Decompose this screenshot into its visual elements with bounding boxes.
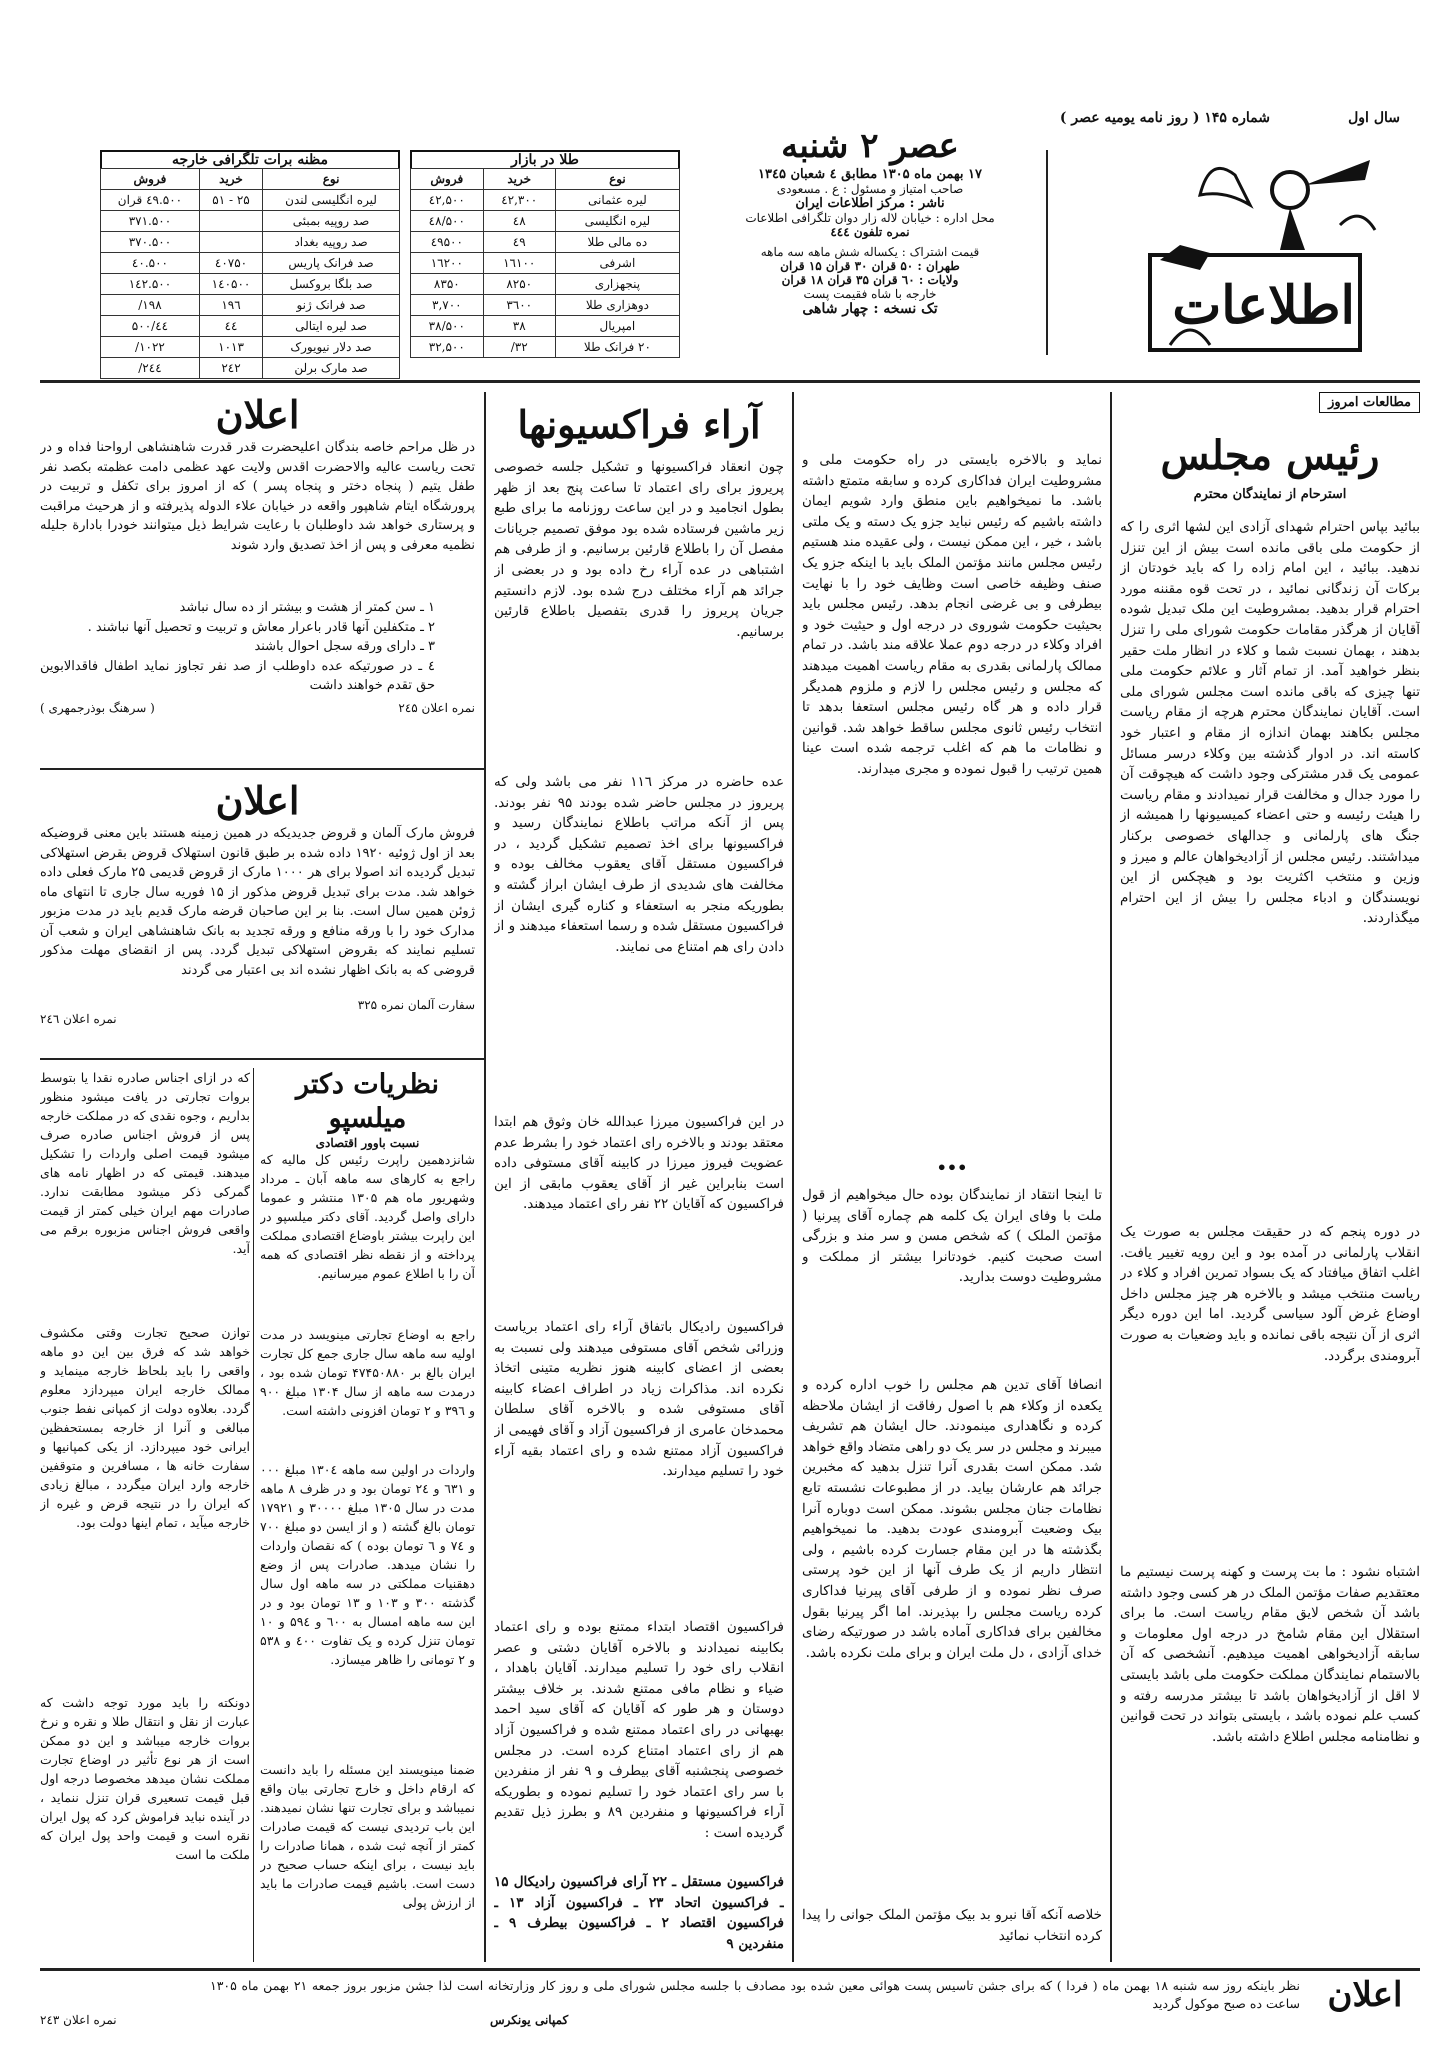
millspaugh-body-7: دونکته را باید مورد توجه داشت که عبارت از نقل و انتقال طلا و نقره و نرخ بروات خارجه میباشد و این دو ممکن است از هر نوع تأثیر در اوضاع تجارت مملکت نشان میدهد مخصوصا درجه اول قبل قیمت تسعیری قران تنزل ننماید ، در آینده نباید فراموش کرد که پول ایران نقره است و قیمت واحد پول ایران که ملکت ما است: [40, 1695, 250, 1862]
article-millspaugh: [40, 1068, 475, 1962]
table-header: فروش: [101, 169, 200, 190]
table-row: صد فرانک پاریس ٤۰۷۵۰ ٤۰.۵۰۰: [101, 253, 400, 274]
notice-1-condition: ۱ ـ سن کمتر از هشت و بیشتر از ده سال نباشد: [179, 600, 435, 615]
gold-market-title: طلا در بازار: [410, 150, 680, 168]
factions-body-2: عده حاضره در مرکز ۱۱٦ نفر می باشد ولی که پریروز در مجلس حاضر شده بودند ۹۵ نفر بودند. پس از آنکه مراتب باطلاع نمایندگان رسید و فراکسیونها برای اخذ تصمیم تشکیل گردید ، در فراکسیون مستقل آقای یعقوب مخالف بوده و مخالفت های شدیدی از طرف ایشان ابراز گشته و بطوریکه منجر به استعفاء و کناره گیری ایشان از فراکسیون مستقل شده و رسما استعفاء میدهند و از دادن رای هم امتناع می نمایند.: [494, 774, 784, 955]
single-copy: تک نسخه : چهار شاهی: [802, 301, 938, 317]
day-title: عصر ۲ شنبه: [781, 126, 959, 166]
column-editorial-cont: [802, 450, 1102, 1962]
table-row: صد روپیه بغداد ۳۷۰.۵۰۰: [101, 232, 400, 253]
publisher-org: ناشر : مرکز اطلاعات ایران: [795, 196, 945, 211]
factions-tally: فراکسیون مستقل ـ ۲۲ آرای فراکسیون رادیکال ۱۵ ـ فراکسیون اتحاد ۲۳ ـ فراکسیون آزاد ۱۳ ـ فراکسیون اقتصاد ۲ ـ فراکسیون بیطرف ۹ ـ منفردین ۹: [494, 1874, 784, 1952]
year-label: سال اول: [1348, 110, 1400, 126]
logo-text: اطلاعات: [1172, 275, 1355, 336]
table-row: صد مارک برلن ۲٤۲ ۲٤٤/: [101, 358, 400, 379]
editorial-body-1: ببائید بپاس احترام شهدای آزادی این لشها اثری را که از حکومت ملی باقی مانده است بیش از این تنزل ندهید. ببائید ، این امام زاده را که باید خودتان از برکات آن زندگانی نمائید ، در تحت قوه مقننه مورد احترام قرار بدهید. بمشروطیت این ملک تبدیل شوده آقایان از هرگذر مقامات حکومت شورای ملی را تنزل بدهند ، بهمان نسبت شما و کلاء در انظار ملت حقیر بنظر خواهید آمد. از تمام آثار و علائم حکومت ملی تنها چیزی که باقی مانده است مجلس شورای ملی است. آقایان نمایندگان محترم هرچه از مقام ریاست مجلس بکاهند بهمان اندازه از مقام و اعتبار خود کاسته اند. در ادوار گذشته بین وکلاء درسر مسائل عمومی یک قدر مشترکی وجود داشت که هیچوقت آن را مورد جدال و مخالفت قرار نمیدادند و مقام ریاست را هیئت رئیسه و حتی اعضاء کمیسیونها را همیشه از جنگ های پارلمانی و جدالهای خصوصی برکنار میداشتند. رئیس مجلس از آزادیخواهان عالم و میرز و وزین و منتخب اکثریت بود و هیچکس از این نویسندگان و ادباء مجلس را بیش از این احترام میگذاردند.: [1120, 519, 1420, 927]
notice-1-number: نمره اعلان ۲٤۵: [398, 700, 475, 715]
table-header: نوع: [555, 169, 679, 190]
separator-dots: •••: [936, 1158, 968, 1177]
subscription-provinces: ولایات : ٦۰ قران ۳۵ قران ۱۸ قران: [781, 273, 959, 287]
masthead: [40, 40, 1420, 375]
editorial-body-3: اشتباه نشود : ما بت پرست و کهنه پرست نیستیم ما معتقدیم صفات مؤتمن الملک در هر کسی وجود داشته باشد آن شخص لایق مقام ریاست است. ما برای استقلال این مقام شامخ در درجه اول معلومات و سابقه آزادیخواهی اهمیت میدهیم. آنشخصی که آن بالاستمام نمایندگان مملکت حکومت ملی باشد بایستی لا اقل از آزادیخواهان باشد تا بیشتر مدرسه رفته و کسب علم نموده باشد ، بایستی بتواند در تحت قوانین و نظامنامه مجلس اطلاع داشته باشد.: [1120, 1564, 1420, 1745]
millspaugh-headline: نظریات دکتر میلسپو: [295, 1069, 440, 1134]
subscription-header: قیمت اشتراک : یکساله شش ماهه سه ماهه: [760, 245, 980, 259]
todays-studies-label: مطالعات امروز: [1319, 392, 1420, 413]
millspaugh-body-4: ضمنا مینویسند این مسئله را باید دانست که ارقام داخل و خارج تجارتی بیان واقع نمیباشد و برای تجارت تنها نشان نمیدهند. این باب تردیدی نیست که قیمت صادرات کمتر از آنچه ثبت شده ، همانا صادرات را باید نیست ، برای اینکه حساب صحیح در دست است. باشیم قیمت صادرات ما باید از ارزش پولی: [260, 1762, 475, 1910]
table-header: خرید: [483, 169, 555, 190]
editorial-body-2: در دوره پنجم که در حقیقت مجلس به صورت یک انقلاب پارلمانی در آمده بود و این رویه تغییر یافت. اغلب اتفاق میافتاد که یک بسواد تمرین افراد و کلاء در ریاست منتخب میشد و بالاخره هر چیز مجلس داخل اوضاع غرض آلود سیاسی گردید. اما این دوره دیگر اثری از آن نتیجه باقی نمانده و باید وضعیات به صورت آبرومندی برگردد.: [1120, 1224, 1420, 1364]
millspaugh-col-left: [40, 1068, 250, 1962]
table-row: صد فرانک ژنو ۱۹٦ ۱۹۸/: [101, 295, 400, 316]
newspaper-page: [40, 40, 1420, 2030]
table-row: پنجهزاری ۸۲۵۰ ۸۳۵۰: [411, 274, 680, 295]
editorial-cont-body-4: خلاصه آنکه آقا نبرو بد بیک مؤتمن الملک جوانی را پیدا کرده انتخاب نمائید: [802, 1907, 1102, 1944]
factions-headline: آراء فراکسیونها: [517, 402, 761, 447]
table-row: صد بلگا بروکسل ۱٤۰۵۰۰ ۱٤۲.۵۰۰: [101, 274, 400, 295]
editorial-subhead: استرحام از نمایندگان محترم: [1193, 487, 1347, 502]
notice-german-loans: [40, 778, 475, 1048]
notice-orphanage: [40, 392, 475, 762]
millspaugh-col-right: [260, 1068, 475, 1962]
notice-1-condition: ٤ ـ در صورتیکه عده داوطلب از صد نفر تجاوز نماید اطفال فاقدالابوین حق تقدم خواهند داشت: [40, 658, 435, 693]
millspaugh-subhead: نسبت باوور اقتصادی: [315, 1136, 420, 1150]
notice-1-condition: ۲ ـ متکفلین آنها قادر باعرار معاش و تربیت و تحصیل آنها نباشند .: [87, 619, 435, 635]
notice-1-headline: اعلان: [215, 392, 300, 437]
table-row: ۲۰ فرانک طلا ۳۲/ ۳۲,۵۰۰: [411, 337, 680, 358]
table-row: لیره عثمانی ٤۲,۳۰۰ ٤۲,۵۰۰: [411, 190, 680, 211]
table-row: لیره انگلیسی لندن ۲۵ - ۵۱ ٤۹.۵۰۰ قران: [101, 190, 400, 211]
masthead-center: [705, 125, 1035, 317]
footer-notice: [40, 1975, 1420, 2030]
table-row: صد دلار نیویورک ۱۰۱۳ ۱۰۲۲/: [101, 337, 400, 358]
factions-body-4: فراکسیون رادیکال باتفاق آراء رای اعتماد بریاست وزرائی شخص آقای مستوفی میدهند ولی نسبت به بعضی از اعضای کابینه هنوز نظریه متینی اتخاذ نکرده اند. مذاکرات زیاد در اطراف اعضاء کابینه آقای مستوفی شده و بالاخره آقای سلطان محمدخان عامری از فراکسیون آزاد و آقای فهیمی از فراکسیون آزاد ممتنع شده و رای اعتماد بقیه آراء خود را تسلیم میدارند.: [494, 1319, 784, 1480]
table-row: ده مالی طلا ٤۹ ٤۹۵۰۰: [411, 232, 680, 253]
editorial-cont-body-2: تا اینجا انتقاد از نمایندگان بوده حال میخواهیم از قول ملت با وفای ایران یک کلمه هم چماره آقای پیرنیا ( مؤتمن الملک ) که شخص مسن و سر مند و بزرگی است صحبت کنیم. خودتانرا بیشتر از مملکت و مشروطیت دوست بدارید.: [802, 1187, 1102, 1286]
date-line: ۱۷ بهمن ماه ۱۳۰۵ مطابق ٤ شعبان ۱۳٤۵: [758, 167, 982, 182]
notice-2-signer: سفارت آلمان نمره ۳۲۵: [357, 998, 475, 1012]
column-factions: [494, 392, 784, 1962]
table-header: خرید: [199, 169, 262, 190]
millspaugh-body-5: که در ازای اجناس صادره نقدا یا بتوسط بروات تجارتی در یافت میشود منظور بداریم ، وجوه نقدی که در مملکت خارجه پس از فروش اجناس صادره صرف میشود قیمت اصلی واردات را تشکیل میدهند. قیمتی که در اظهار نامه های گمرکی ذکر میشود مطابقت ندارد. صادرات مهم ایران خیلی کمتر از قیمت واقعی فروش اجناس مزبوره برقم می آید.: [40, 1070, 250, 1256]
table-header: نوع: [263, 169, 400, 190]
exchange-rates-title: مظنه برات تلگرافی خارجه: [100, 150, 400, 168]
notice-1-signer: ( سرهنگ بوذرجمهری ): [40, 700, 155, 715]
factions-body-1: چون انعقاد فراکسیونها و تشکیل جلسه خصوصی پریروز برای رای اعتماد تا ساعت پنج بعد از ظهر بطول انجامید و در این ساعت روزنامه ما برای طبع زیر ماشین فرستاده شده بود موفق تصمیم جریانات مفصل آن را باطلاع قارئین برسانیم. و از طرفی هم اشتباهی در عده آراء رخ داده بود و در بعضی از جرائد هم آراء مختلف درج شده بود. لازم دانستیم جریان پریروز را قدری بتفصیل باطلاع قارئین برسانیم.: [494, 459, 784, 640]
editorial-cont-body-3: انصافا آقای تدین هم مجلس را خوب اداره کرده و یکعده از وکلاء هم با اصول رفاقت از ایشان ملاحظه کرده و نگاهداری مینمودند. حال ایشان هم تشریف میبرند و مجلس در سر یک دو راهی متضاد واقع خواهد شد. ممکن است بقدری آنرا تنزل بدهید که مخبرین جرائد هم عارشان بیاید. در از مطبوعات نشسته تابع نظامات جنان مجلس بشوند. ممکن است دوباره آنرا بیک وضعیت آبرومندی عودت بدهید. ما نمیخواهیم بگذشته ها در این مقام جسارت کرده باشیم ، ولی انتظار داریم از یک طرف آنها از این خود پرستی صرف نظر نموده و از طرفی آقای پیرنیا فداکاری کرده ریاست مجلس را بپذیرند. اما اگر پیرنیا بقول مخالفین برای فداکاری آماده باشد در صورتیکه رضای خدای آزادی ، دل ملت ایران و برای ملت نکرده باشد.: [802, 1377, 1102, 1661]
notice-2-number: نمره اعلان ۲٤٦: [40, 1012, 117, 1026]
footer-headline: اعلان: [1327, 1975, 1403, 2015]
notice-2-body: فروش مارک آلمان و قروض جدیدیکه در همین زمینه هستند باین معنی قروضیکه بعد از اول ژوئیه ۱۹۲۰ داده شده بر طبق قانون استهلاک قروض بقرض استهلاکی تبدیل گردیده اند اصولا برای هر ۱۰۰۰ مارک از قروض قدیمی ۲۵ مارک فعلی داده خواهد شد. مدت برای تبدیل قروض مذکور از ۱۵ فوریه سال جاری تا انتهای ماه ژوئن همین سال است. بنا بر این صاحبان قرضه مارک قدیم باید در مدت مزبور مدارک خود را با ورقه منافع و ورقه تجدید به بانک شاهنشاهی ایران و شعب آن تسلیم نمایند که بقروض استهلاکی تبدیل گردد. پس از انقضای مهلت مذکور قروضی که به بانک اظهار نشده اند بی اعتبار می گردند: [40, 826, 475, 978]
issue-label: شماره ۱۴۵ ( روز نامه یومیه عصر ): [1059, 110, 1270, 126]
factions-body-3: در این فراکسیون میرزا عبدالله خان وثوق هم ابتدا معتقد بودند و بالاخره رای اعتماد خود را بشرط عدم عضویت فیروز میرزا در کابینه آقای مستوفی داده است بنابراین غیر از آقای یعقوب مابقی از این فراکسیون که آقایان ۲۲ نفر رای اعتماد میدهند.: [494, 1114, 784, 1213]
subscription-abroad: خارجه با شاه فقیمت پست: [803, 287, 937, 301]
gold-market-box: [410, 150, 680, 358]
column-editorial: [1120, 392, 1420, 1962]
table-row: لیره انگلیسی ٤۸ ٤۸/۵۰۰: [411, 211, 680, 232]
table-row: صد روپیه بمبئی ۳۷۱.۵۰۰: [101, 211, 400, 232]
editorial-cont-body-1: نماید و بالاخره بایستی در راه حکومت ملی و مشروطیت ایران فداکاری کرده و سابقه متمتع داشته باشد. ما نمیخواهیم باین منطق وارد شویم ایمان داشته باشیم که رئیس نباید جزو یک دسته و یک ملتی باشد ، خیر ، این ممکن نیست ، ولی عقیده مند هستیم رئیس مجلس مانند مؤتمن الملک باید با اینکه جزو یک صنف وظیفه خاصی است وظایف خود را با نهایت بیطرفی و بی غرضی انجام بدهد. رئیس مجلس باید بحیثیت حکومت شوروی در درجه اول و حیثیت خود و افراد وکلاء در درجه دوم عملا علاقه مند باشد. در تمام ممالک پارلمانی بقدری به مقام ریاست اهمیت میدهند که مجلس و رئیس مجلس را لازم و ملزوم همدیگر قرار داده و هر گاه رئیس مجلس استعفا بدهد تا انتخاب رئیس ثانوی مجلس ساقط خواهد شد. قوانین و نظامات ما هم که اغلب ترجمه شده است عینا همین ترتیب را قبول نموده و مجری میدارند.: [802, 452, 1102, 777]
table-header: فروش: [411, 169, 484, 190]
exchange-rates-box: [100, 150, 400, 379]
factions-body-5: فراکسیون اقتصاد ابتداء ممتنع بوده و رای اعتماد بکابینه نمیدادند و بالاخره آقایان دشتی و عصر انقلاب رای خود را تسلیم میدارند. آقایان باهداد ، ضیاء و نظام مافی ممتنع شدند. بر خلاف بیشتر دوستان و هر طور که آقایان که آقای سید احمد بهبهانی در رای اعتماد ممتنع شده و فراکسیون آزاد هم از رای اعتماد امتناع کرده است. در مجلس خصوصی پنجشنبه آقای بیطرف و ۹ نفر از منفردین با سر رای اعتماد خود را تسلیم نموده و بطوریکه آراء فراکسیونها و منفردین ۸۹ و بطرز ذیل تقدیم گردیده است :: [494, 1619, 784, 1841]
millspaugh-body-6: توازن صحیح تجارت وقتی مکشوف خواهد شد که فرق بین این دو ماهه واقعی را باید بلحاظ خارجه مینماید و ممالک خارجه ایران میپردازد معلوم گردد. بعلاوه دولت از کمپانی نفط جنوب مبالغی و آنرا از خارجه بمستحفظین ایرانی خود میپردازد. از یکی کمپانیها و سفارت خانه ها ، مسافرین و متوقفین خارجه وارد ایران میگردد ، مبالغ زیادی که ایران را در نتیجه قرض و غیره از خارجه میآید ، تمام اینها دولت بود.: [40, 1325, 250, 1530]
subscription-tehran: طهران : ۵۰ قران ۳۰ قران ۱۵ قران: [780, 259, 960, 273]
notice-1-condition: ۳ ـ دارای ورقه سجل احوال باشند: [254, 639, 435, 654]
masthead-logo: [1140, 135, 1380, 365]
millspaugh-body-1: شانزدهمین راپرت رئیس کل مالیه که راجع به کارهای سه ماهه آبان ـ مرداد وشهریور ماه هم ۱۳۰۵ منتشر و عموما دارای واصل گردید. آقای دکتر میلسپو در این راپرت بیشتر باوضاع اقتصادی مملکت پرداخته و از نقطه نظر اقتصادی که همه آن را با اطلاع عموم میرسانیم.: [260, 1152, 475, 1281]
office-address: محل اداره : خیابان لاله زار دوان تلگرافی اطلاعات: [745, 211, 995, 225]
millspaugh-body-3: واردات در اولین سه ماهه ۱۳۰٤ مبلغ ۰۰۰ و ٦۳۱ و ۲٤ تومان بود و در ظرف ۸ ماهه مدت در سال ۱۳۰۵ مبلغ ۳۰۰۰۰ و ۱۷۹۲۱ تومان بالغ گشته ( و از ایسن دو مبلغ ۷۰۰ و ۷٤ و ٦ تومان بوده ) که نقصان واردات را نشان میدهد. صادرات پس از وضع دهقنیات مملکتی در سه ماهه اول سال گذشته ۳۰۰ و ۱۰۳ و ۱۳ تومان بود و در این سه ماهه امسال به ٦۰۰ و ۵۹٤ و ۱۰ تومان تنزل کرده و یک تفاوت ٤۰۰ و ۵۳۸ و ۲ تومانی را ظاهر میسازد.: [260, 1462, 475, 1667]
gold-market-table: [410, 168, 680, 358]
phone: نمره تلفون ٤٤٤: [830, 225, 910, 239]
footer-number: نمره اعلان ۲٤۳: [40, 2013, 117, 2027]
notice-2-headline: اعلان: [215, 778, 300, 823]
exchange-rates-table: [100, 168, 400, 379]
table-row: صد لیره ایتالی ٤٤ ٤٤/۵۰۰: [101, 316, 400, 337]
footer-signer: کمپانی یونکرس: [490, 2013, 569, 2027]
footer-body: نظر باینکه روز سه شنبه ۱۸ بهمن ماه ( فردا ) که برای جشن تاسیس پست هوائی معین شده بود مصادف با جلسه مجلس شورای ملی و روز کار وزارتخانه است لذا جشن مزبور بروز جمعه ۲۱ بهمن ماه ۱۳۰۵ ساعت ده صبح موکول گردید: [210, 1978, 1300, 2011]
table-row: امپریال ۳۸ ۳۸/۵۰۰: [411, 316, 680, 337]
notice-1-body: در ظل مراحم خاصه بندگان اعلیحضرت قدر قدرت شاهنشاهی ارواحنا فداه و در تحت ریاست عالیه والاحضرت اقدس ولایت عهد عظمی دامت عظمته بکصد نفر طفل یتیم ( پنجاه دختر و پنجاه پسر ) که از امروز برای تکفل و تربیت در پرورشگاه ایتام شاهپور واقعه در خیابان علاء الدوله پذیرفته و از هرحیث مراقبت و پرستاری خواهد شد داوطلبان با رعایت شرایط ذیل میتوانند خودرا بادارة جلیله نظمیه معرفی و پس از اخذ تصدیق وارد شوند: [40, 440, 475, 553]
millspaugh-body-2: راجع به اوضاع تجارتی مینویسد در مدت اولیه سه ماهه سال جاری جمع کل تجارت ایران بالغ بر ۴۷۴۵۰۸۸۰ تومان شده بود ، درمدت سه ماهه از سال ۱۳۰۴ مبلغ ۹۰۰ و ۳۹٦ و ۲ تومان افزونی داشته است.: [260, 1327, 475, 1418]
table-row: دوهزاری طلا ۳٦۰۰ ۳,۷۰۰: [411, 295, 680, 316]
editorial-headline: رئیس مجلس: [1160, 432, 1380, 479]
table-row: اشرفی ۱٦۱۰۰ ۱٦۲۰۰: [411, 253, 680, 274]
publisher-line: صاحب امتیاز و مسئول : ع . مسعودی: [776, 182, 964, 196]
